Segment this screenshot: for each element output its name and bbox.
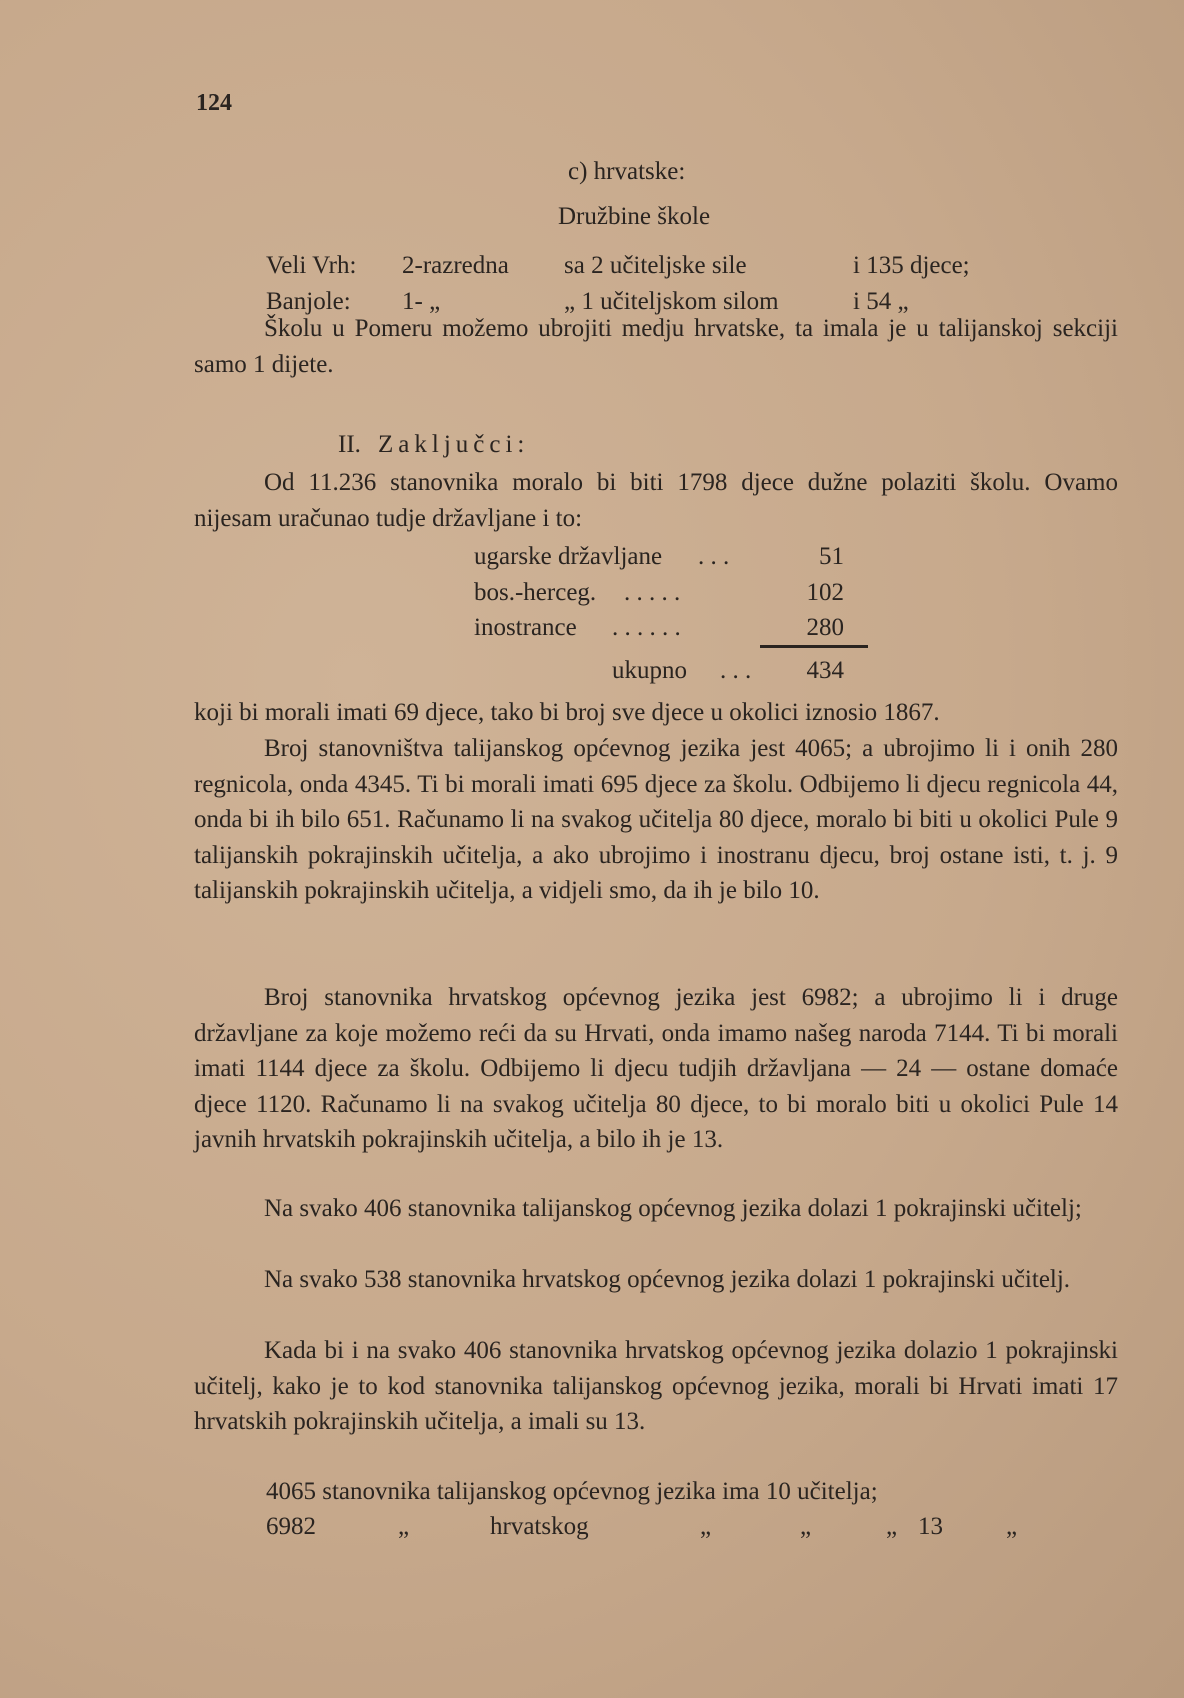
comparison-value: 13 xyxy=(918,1513,943,1540)
school-teachers: sa 2 učiteljske sile xyxy=(564,252,747,279)
ditto-mark: „ xyxy=(800,1513,812,1540)
paragraph: Od 11.236 stanovnika moralo bi biti 1798 djece dužne polaziti školu. Ovamo nijesam uračunao tudje državljane i to: xyxy=(194,469,1118,532)
paragraph: Na svako 406 stanovnika talijanskog općevnog jezika dolazi 1 pokrajinski učitelj; xyxy=(264,1195,1082,1222)
table-row-label: bos.-herceg. xyxy=(474,579,597,606)
comparison-number: 6982 xyxy=(266,1513,316,1540)
table-row-value: 280 xyxy=(806,614,844,641)
ditto-mark: „ xyxy=(700,1513,712,1540)
table-row-label: inostrance xyxy=(474,614,577,641)
paragraph: Na svako 538 stanovnika hrvatskog općevnog jezika dolazi 1 pokrajinski učitelj. xyxy=(264,1266,1071,1293)
school-pupils: i 135 djece; xyxy=(853,252,970,279)
school-name: Banjole: xyxy=(266,288,351,315)
school-grades: 1- „ xyxy=(402,288,441,315)
page-number: 124 xyxy=(196,90,232,116)
table-row-dots: . . . . . xyxy=(624,579,681,606)
ditto-mark: „ xyxy=(886,1513,898,1540)
school-name: Veli Vrh: xyxy=(266,252,357,279)
total-label: ukupno xyxy=(612,657,687,684)
ditto-mark: „ xyxy=(1006,1513,1018,1540)
table-row-value: 51 xyxy=(819,543,844,570)
paragraph: Broj stanovnika hrvatskog općevnog jezika jest 6982; a ubrojimo li i druge državljane za koje možemo reći da su Hrvati, onda imamo našeg naroda 7144. Ti bi morali imati 1144 djece za školu. Odbijemo li djecu tudjih državljana — 24 — ostane domaće djece 1120. Računamo li na svakog učitelja 80 djece, to bi moralo biti u okolici Pule 14 javnih hrvatskih pokrajinskih učitelja, a bilo ih je 13. xyxy=(194,984,1118,1153)
comparison-word: hrvatskog xyxy=(490,1513,589,1540)
table-row-value: 102 xyxy=(806,579,844,606)
table-row-dots: . . . . . . xyxy=(612,614,681,641)
paragraph: Broj stanovništva talijanskog općevnog jezika jest 4065; a ubrojimo li i onih 280 regnicola, onda 4345. Ti bi morali imati 695 djece za školu. Odbijemo li djecu regnicola 44, onda bi ih bilo 651. Računamo li na svakog učitelja 80 djece, moralo bi biti u okolici Pule 9 talijanskih pokrajinskih učitelja, a ako ubrojimo i inostranu djecu, broj ostane isti, t. j. 9 talijanskih pokrajinskih učitelja, a vidjeli smo, da ih je bilo 10. xyxy=(194,735,1118,904)
paragraph: Školu u Pomeru možemo ubrojiti medju hrvatske, ta imala je u talijanskoj sekciji samo 1 dijete. xyxy=(194,315,1118,378)
school-teachers: „ 1 učiteljskom silom xyxy=(564,288,779,315)
school-grades: 2-razredna xyxy=(402,252,509,279)
sum-rule xyxy=(760,645,868,648)
ditto-mark: „ xyxy=(398,1513,410,1540)
paragraph: Kada bi i na svako 406 stanovnika hrvatskog općevnog jezika dolazio 1 pokrajinski učitelj, kako je to kod stanovnika talijanskog općevnog jezika, morali bi Hrvati imati 17 hrvatskih pokrajinskih učitelja, a imali su 13. xyxy=(194,1337,1118,1435)
section-heading-c: c) hrvatske: xyxy=(568,158,686,185)
subheading-drustvene-skole: Družbine škole xyxy=(558,203,711,230)
table-row-dots: . . . xyxy=(698,543,730,570)
school-pupils: i 54 „ xyxy=(853,288,909,315)
section-number: II. xyxy=(338,431,361,458)
table-row-label: ugarske državljane xyxy=(474,543,663,570)
section-title: Zaključci: xyxy=(378,431,530,458)
comparison-line: 4065 stanovnika talijanskog općevnog jezika ima 10 učitelja; xyxy=(266,1478,878,1505)
total-dots: . . . xyxy=(720,657,752,684)
paragraph: koji bi morali imati 69 djece, tako bi broj sve djece u okolici iznosio 1867. xyxy=(194,699,940,726)
total-value: 434 xyxy=(806,657,844,684)
